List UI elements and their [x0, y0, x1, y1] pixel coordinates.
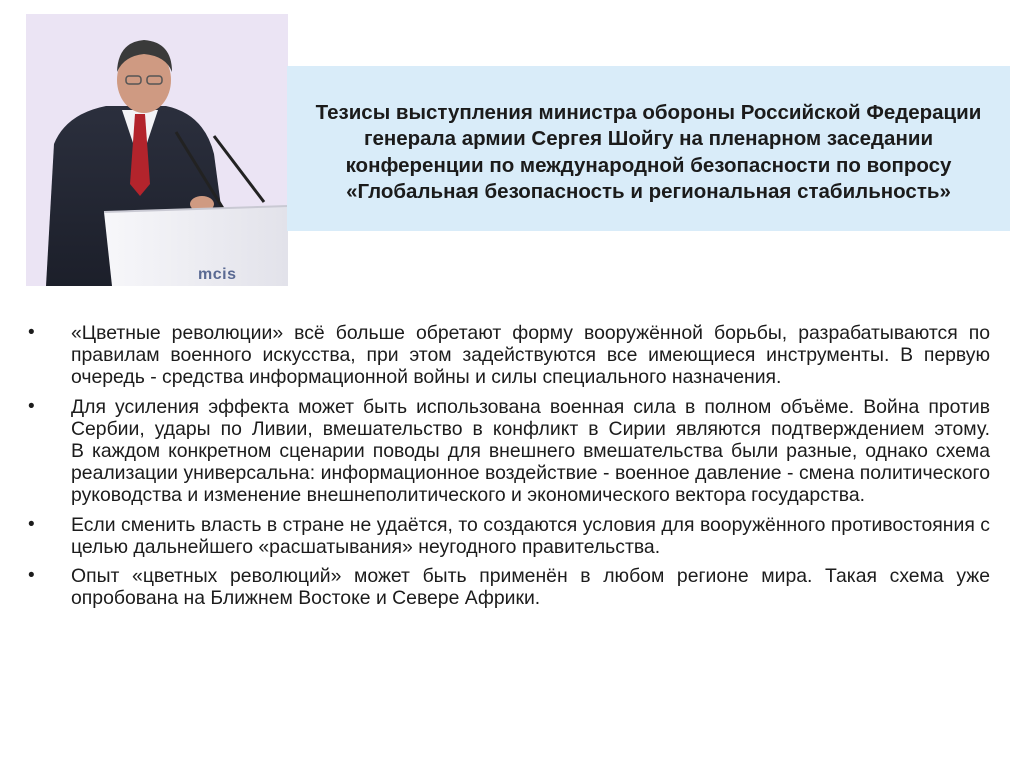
- bullet-dot-icon: •: [28, 395, 35, 417]
- bullet-text: Для усиления эффекта может быть использована военная сила в полном объёме. Война против Сербии, удары по Ливии, вмешательство в конфликт в Сирии являются подтверждением этому.: [71, 395, 990, 440]
- bullet-item-4: [28, 565, 990, 609]
- speaker-photo: [26, 14, 288, 286]
- bullet-text: Если сменить власть в стране не удаётся, то создаются условия для вооружённого противостояния с целью дальнейшего «расшатывания» неугодного правительства.: [71, 513, 990, 558]
- bullet-dot-icon: •: [28, 513, 35, 535]
- bullet-text-continued: В каждом конкретном сценарии поводы для внешнего вмешательства были разные, однако схема реализации универсальна: информационное воздействие - военное давление - смена политического руководства и изменение внешнеполитического и экономического вектора государства.: [71, 440, 990, 507]
- podium-logo: mcis: [198, 266, 237, 283]
- bullet-item-2: [28, 396, 990, 507]
- title-box: [287, 66, 1010, 231]
- bullet-dot-icon: •: [28, 322, 35, 343]
- bullet-item-1: [28, 322, 990, 389]
- bullet-dot-icon: •: [28, 565, 35, 587]
- bullet-text: «Цветные революции» всё больше обретают форму вооружённой борьбы, разрабатываются по правилам военного искусства, при этом задействуются все имеющиеся инструменты. В первую очередь - средства информационной войны и силы специального назначения.: [71, 322, 990, 389]
- bullet-item-3: [28, 514, 990, 558]
- bullet-text: Опыт «цветных революций» может быть применён в любом регионе мира. Такая схема уже опробована на Ближнем Востоке и Севере Африки.: [71, 565, 990, 610]
- slide-title: Тезисы выступления министра обороны Российской Федерации генерала армии Сергея Шойгу на пленарном заседании конференции по международной безопасности по вопросу «Глобальная безопасность и региональная стабильность»: [315, 100, 982, 203]
- bullet-list: [28, 322, 990, 616]
- speaker-illustration: [26, 14, 288, 286]
